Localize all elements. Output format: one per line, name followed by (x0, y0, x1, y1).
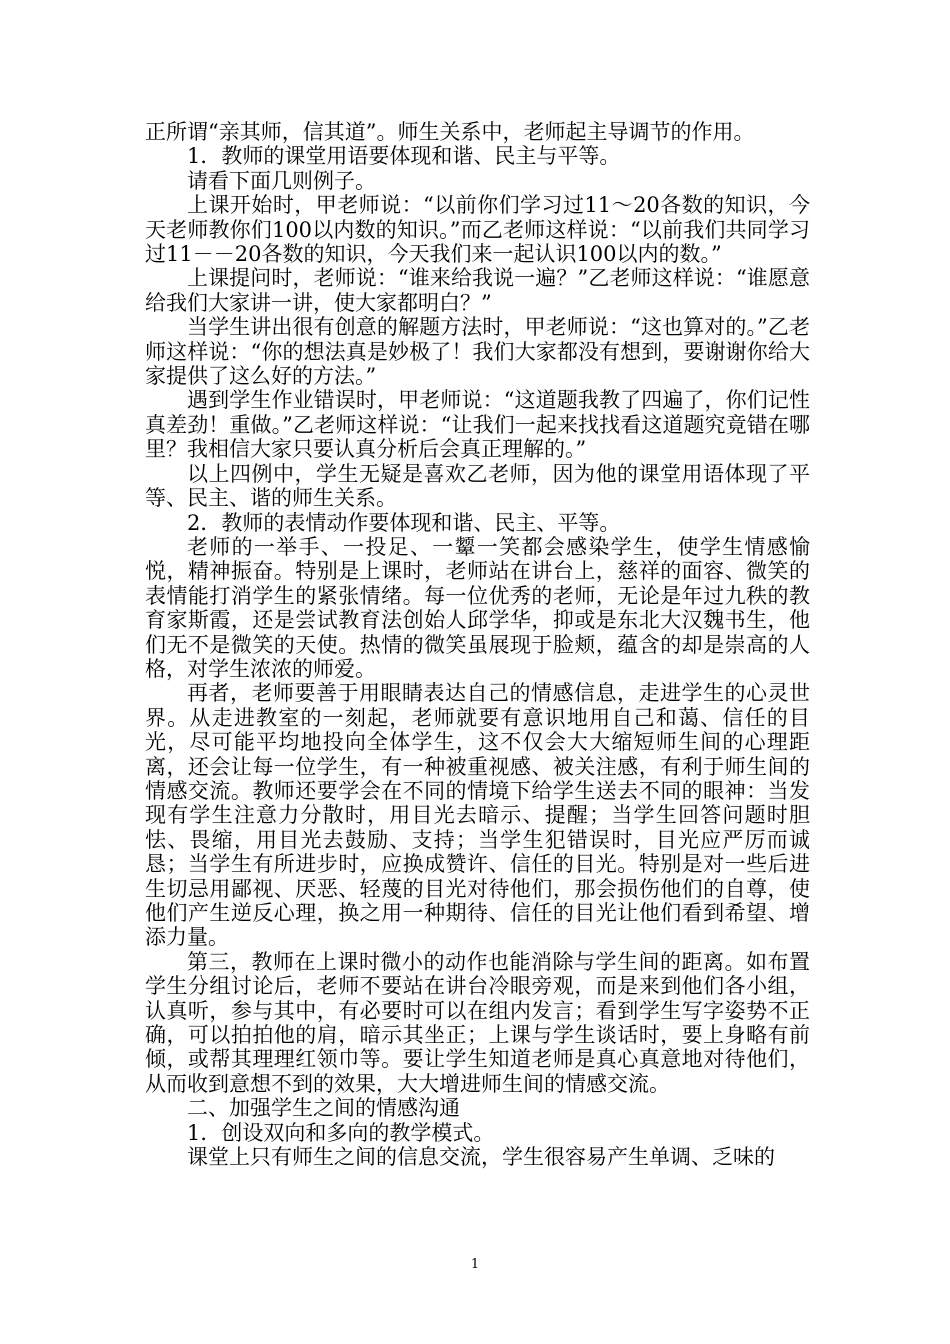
paragraph: 1．教师的课堂用语要体现和谐、民主与平等。 (187, 144, 621, 169)
paragraph: 上课提问时，老师说：“谁来给我说一遍？”乙老师这样说：“谁愿意给我们大家讲一讲，使大家都明白？” (145, 266, 810, 315)
section-heading: 1．创设双向和多向的教学模式。 (187, 1120, 495, 1145)
paragraph: 课堂上只有师生之间的信息交流，学生很容易产生单调、乏味的 (187, 1145, 775, 1170)
paragraph: 第三，教师在上课时微小的动作也能消除与学生间的距离。如布置学生分组讨论后，老师不要站在讲台冷眼旁观，而是来到他们各小组，认真听，参与其中，有必要时可以在组内发言；看到学生写字姿势不正确，可以拍拍他的肩，暗示其坐正；上课与学生谈话时，要上身略有前倾，或帮其理理红领巾等。要让学生知道老师是真心真意地对待他们，从而收到意想不到的效果，大大增进师生间的情感交流。 (145, 949, 810, 1096)
section-heading: 2．教师的表情动作要体现和谐、民主、平等。 (187, 510, 621, 535)
paragraph: 请看下面几则例子。 (187, 168, 376, 193)
paragraph: 以上四例中，学生无疑是喜欢乙老师，因为他的课堂用语体现了平等、民主、谐的师生关系。 (145, 461, 810, 511)
paragraph: 正所谓“亲其师，信其道”。师生关系中，老师起主导调节的作用。 (145, 120, 755, 144)
paragraph: 遇到学生作业错误时，甲老师说：“这道题我教了四遍了，你们记性真差劲！重做。”乙老师这样说：“让我们一起来找找看这道题究竟错在哪里？我相信大家只要认真分析后会真正理解的。” (145, 388, 810, 462)
section-heading: 二、加强学生之间的情感沟通 (187, 1096, 460, 1121)
page-number: 1 (470, 1257, 480, 1272)
paragraph: 上课开始时，甲老师说：“以前你们学习过11～20各数的知识，今天老师教你们100以内数的知识。”而乙老师这样说：“以前我们共同学习过11－－20各数的知识，今天我们来一起认识100以内的数。” (145, 193, 810, 267)
body-text (145, 120, 810, 1169)
paragraph: 当学生讲出很有创意的解题方法时，甲老师说：“这也算对的。”乙老师这样说：“你的想法真是妙极了！我们大家都没有想到，要谢谢你给大家提供了这么好的方法。” (145, 315, 810, 389)
paragraph: 老师的一举手、一投足、一颦一笑都会感染学生，使学生情感愉悦，精神振奋。特别是上课时，老师站在讲台上，慈祥的面容、微笑的表情能打消学生的紧张情绪。每一位优秀的老师，无论是年过九秩的教育家斯霞，还是尝试教育法创始人邱学华，抑或是东北大汉魏书生，他们无不是微笑的天使。热情的微笑虽展现于脸颊，蕴含的却是崇高的人格，对学生浓浓的师爱。 (145, 534, 810, 681)
paragraph: 再者，老师要善于用眼睛表达自己的情感信息，走进学生的心灵世界。从走进教室的一刻起，老师就要有意识地用自己和蔼、信任的目光，尽可能平均地投向全体学生，这不仅会大大缩短师生间的心理距离，还会让每一位学生，有一种被重视感、被关注感，有利于师生间的情感交流。教师还要学会在不同的情境下给学生送去不同的眼神：当发现有学生注意力分散时，用目光去暗示、提醒；当学生回答问题时胆怯、畏缩，用目光去鼓励、支持；当学生犯错误时，目光应严厉而诚恳；当学生有所进步时，应换成赞许、信任的目光。特别是对一些后进生切忌用鄙视、厌恶、轻蔑的目光对待他们，那会损伤他们的自尊，使他们产生逆反心理，换之用一种期待、信任的目光让他们看到希望、增添力量。 (145, 681, 810, 950)
